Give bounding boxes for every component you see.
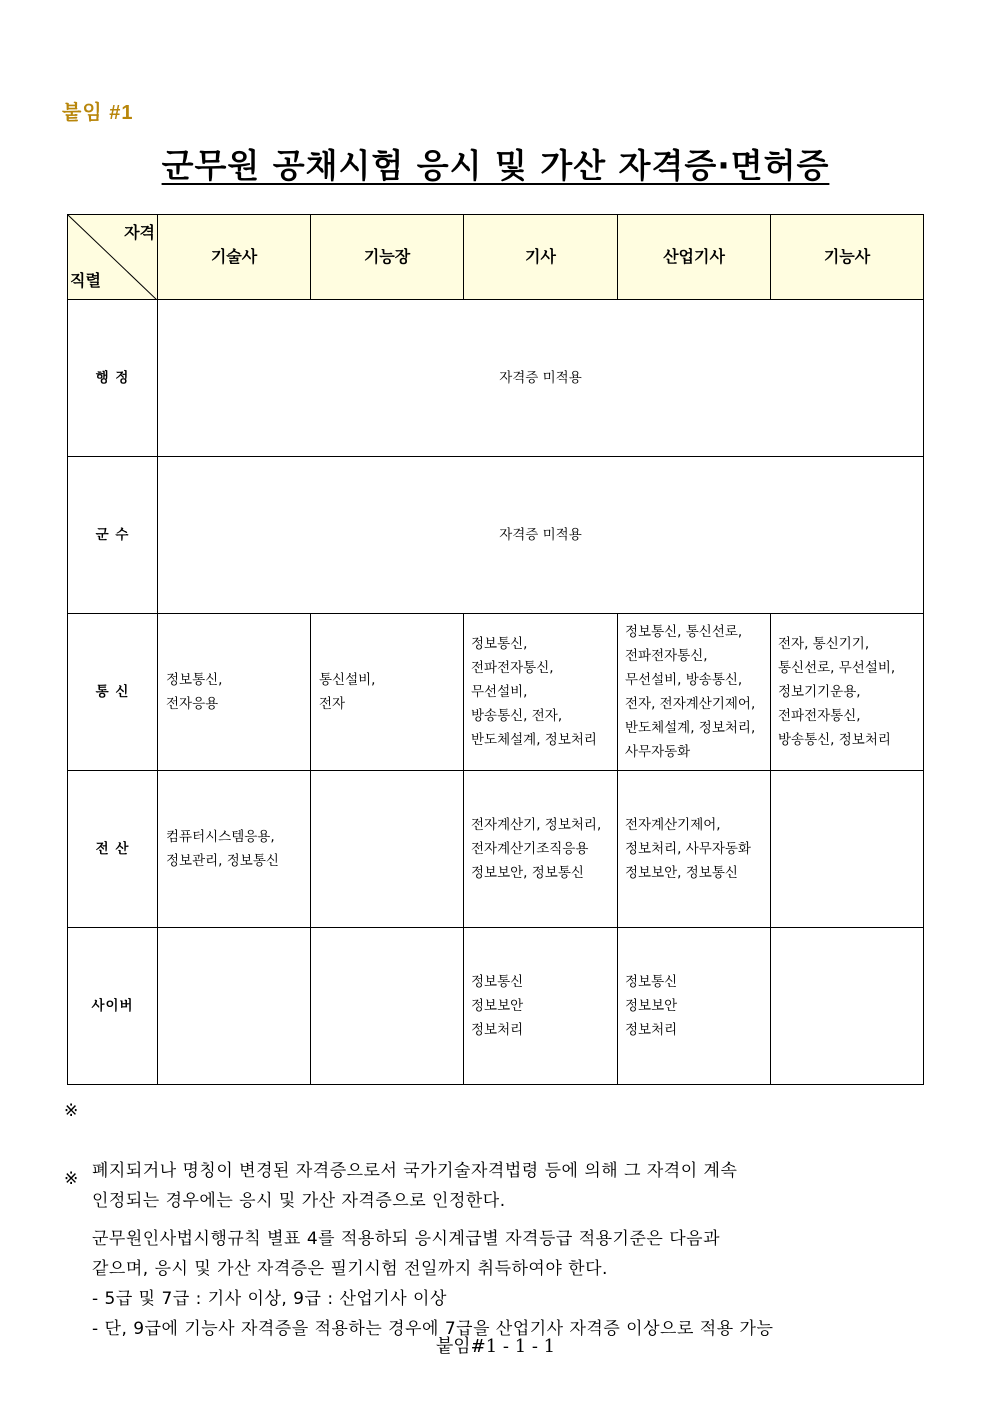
table-cell-merged: 자격증 미적용 (158, 300, 924, 457)
table-row-computing (68, 771, 924, 928)
column-header-4: 산업기사 (618, 215, 771, 300)
table-cell: 정보통신, 통신선로, 전파전자통신, 무선설비, 방송통신, 전자, 전자계산기제어, 반도체설계, 정보처리, 사무자동화 (618, 614, 771, 771)
column-header-5: 기능사 (771, 215, 924, 300)
table-cell: 전자계산기, 정보처리, 전자계산기조직응용 정보보안, 정보통신 (464, 771, 618, 928)
table-cell: 전자, 통신기기, 통신선로, 무선설비, 정보기기운용, 전파전자통신, 방송통신, 정보처리 (771, 614, 924, 771)
row-label: 행 정 (68, 300, 158, 457)
corner-bottom-label: 직렬 (70, 271, 101, 290)
table-cell: 통신설비, 전자 (311, 614, 464, 771)
page-title-text: 군무원 공채시험 응시 및 가산 자격증·면허증 (161, 146, 830, 185)
page-footer: 붙임#1 - 1 - 1 (435, 1336, 556, 1357)
row-label: 군 수 (68, 457, 158, 614)
column-header-2: 기능장 (311, 215, 464, 300)
column-header-3: 기사 (464, 215, 618, 300)
table-cell: 전자계산기제어, 정보처리, 사무자동화 정보보안, 정보통신 (618, 771, 771, 928)
table-header-row (68, 215, 924, 300)
table-cell: 정보통신, 전파전자통신, 무선설비, 방송통신, 전자, 반도체설계, 정보처리 (464, 614, 618, 771)
table-cell: 정보통신 정보보안 정보처리 (618, 928, 771, 1085)
table-cell: 컴퓨터시스템응용, 정보관리, 정보통신 (158, 771, 311, 928)
certificate-table (67, 214, 924, 1085)
table-cell: 정보통신 정보보안 정보처리 (464, 928, 618, 1085)
page-title (0, 140, 991, 187)
table-cell (771, 928, 924, 1085)
note-mark: ※ (64, 1169, 79, 1189)
note-mark: ※ (64, 1101, 79, 1121)
note-text: 군무원인사법시행규칙 별표 4를 적용하되 응시계급별 자격등급 적용기준은 다음과 같으며, 응시 및 가산 자격증은 필기시험 전일까지 취득하여야 한다. - 5급 및 7급 : 기사 이상, 9급 : 산업기사 이상 - 단, 9급에 기능사 자격증을 적용하는 경우에 7급을 산업기사 자격증 이상으로 적용 가능 (92, 1229, 774, 1339)
table-cell (311, 771, 464, 928)
table-row-administration (68, 300, 924, 457)
corner-header-cell (68, 215, 158, 300)
row-label: 전 산 (68, 771, 158, 928)
column-header-1: 기술사 (158, 215, 311, 300)
table-cell (158, 928, 311, 1085)
attachment-label: 붙임 #1 (62, 102, 134, 124)
note-text: 폐지되거나 명칭이 변경된 자격증으로서 국가기술자격법령 등에 의해 그 자격이 계속 인정되는 경우에는 응시 및 가산 자격증으로 인정한다. (92, 1161, 738, 1211)
table-row-cyber (68, 928, 924, 1085)
table-cell (311, 928, 464, 1085)
table-cell: 정보통신, 전자응용 (158, 614, 311, 771)
row-label: 통 신 (68, 614, 158, 771)
corner-top-label: 자격 (124, 223, 155, 242)
row-label: 사이버 (68, 928, 158, 1085)
table-cell-merged: 자격증 미적용 (158, 457, 924, 614)
table-row-communications (68, 614, 924, 771)
table-row-logistics (68, 457, 924, 614)
table-cell (771, 771, 924, 928)
